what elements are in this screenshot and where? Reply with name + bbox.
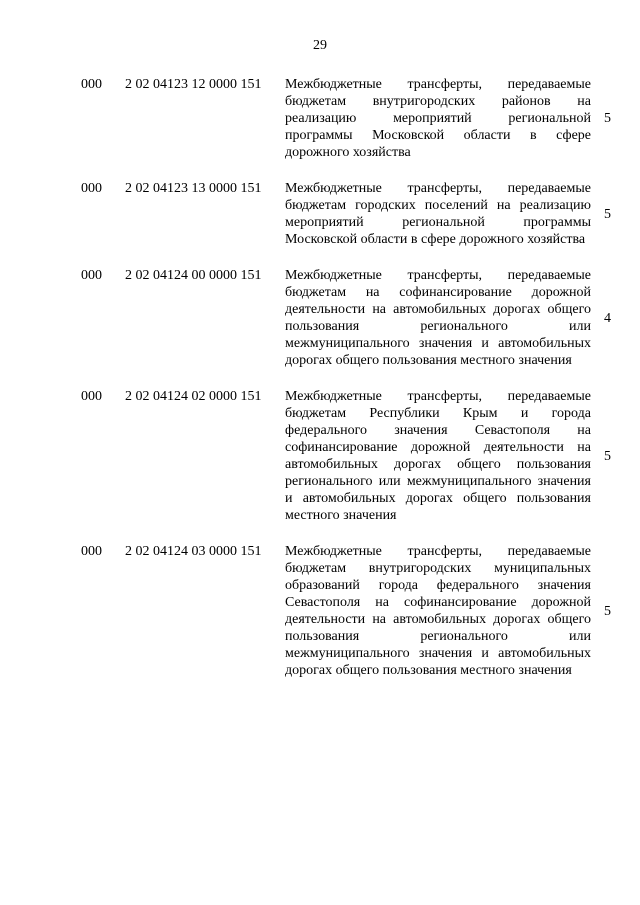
norm-value bbox=[604, 543, 624, 679]
revenue-code: 2 02 04124 02 0000 151 bbox=[125, 389, 262, 404]
table-row bbox=[0, 543, 640, 679]
table-row bbox=[0, 180, 640, 248]
budget-classification-table bbox=[0, 76, 640, 698]
revenue-code: 2 02 04124 00 0000 151 bbox=[125, 268, 262, 283]
table-row bbox=[0, 267, 640, 369]
revenue-name: Межбюджетные трансферты, передаваемые бюджетам городских поселений на реализацию мероприятий региональной программы Московской области в сфере дорожного хозяйства bbox=[285, 181, 591, 247]
norm-value-text: 5 bbox=[604, 448, 611, 464]
norm-value bbox=[604, 180, 624, 248]
revenue-code: 2 02 04123 12 0000 151 bbox=[125, 77, 262, 92]
norm-value-text: 5 bbox=[604, 111, 611, 126]
revenue-name: Межбюджетные трансферты, передаваемые бюджетам на софинансирование дорожной деятельности на автомобильных дорогах общего пользования регионального или межмуниципального значения и автомобильных дорогах общего пользования местного значения bbox=[285, 268, 591, 368]
norm-value bbox=[604, 388, 624, 524]
table-row bbox=[0, 76, 640, 161]
revenue-name: Межбюджетные трансферты, передаваемые бюджетам Республики Крым и города федерального значения Севастополя на софинансирование дорожной деятельности на автомобильных дорогах общего пользования регионального или межмуниципального значения и автомобильных дорогах общего пользования местного значения bbox=[285, 389, 591, 523]
table-row bbox=[0, 388, 640, 524]
admin-code: 000 bbox=[81, 77, 102, 92]
admin-code: 000 bbox=[81, 181, 102, 196]
page-number: 29 bbox=[313, 38, 327, 53]
admin-code: 000 bbox=[81, 544, 102, 559]
revenue-code: 2 02 04123 13 0000 151 bbox=[125, 181, 262, 196]
norm-value bbox=[604, 76, 624, 161]
norm-value-text: 5 bbox=[604, 603, 611, 619]
revenue-name: Межбюджетные трансферты, передаваемые бюджетам внутригородских районов на реализацию мероприятий региональной программы Московской области в сфере дорожного хозяйства bbox=[285, 77, 591, 160]
revenue-code: 2 02 04124 03 0000 151 bbox=[125, 544, 262, 559]
norm-value-text: 4 bbox=[604, 310, 611, 326]
admin-code: 000 bbox=[81, 268, 102, 283]
admin-code: 000 bbox=[81, 389, 102, 404]
revenue-name: Межбюджетные трансферты, передаваемые бюджетам внутригородских муниципальных образований города федерального значения Севастополя на софинансирование дорожной деятельности на автомобильных дорогах общего пользования регионального или межмуниципального значения и автомобильных дорогах общего пользования местного значения bbox=[285, 544, 591, 678]
norm-value bbox=[604, 267, 624, 369]
norm-value-text: 5 bbox=[604, 206, 611, 222]
